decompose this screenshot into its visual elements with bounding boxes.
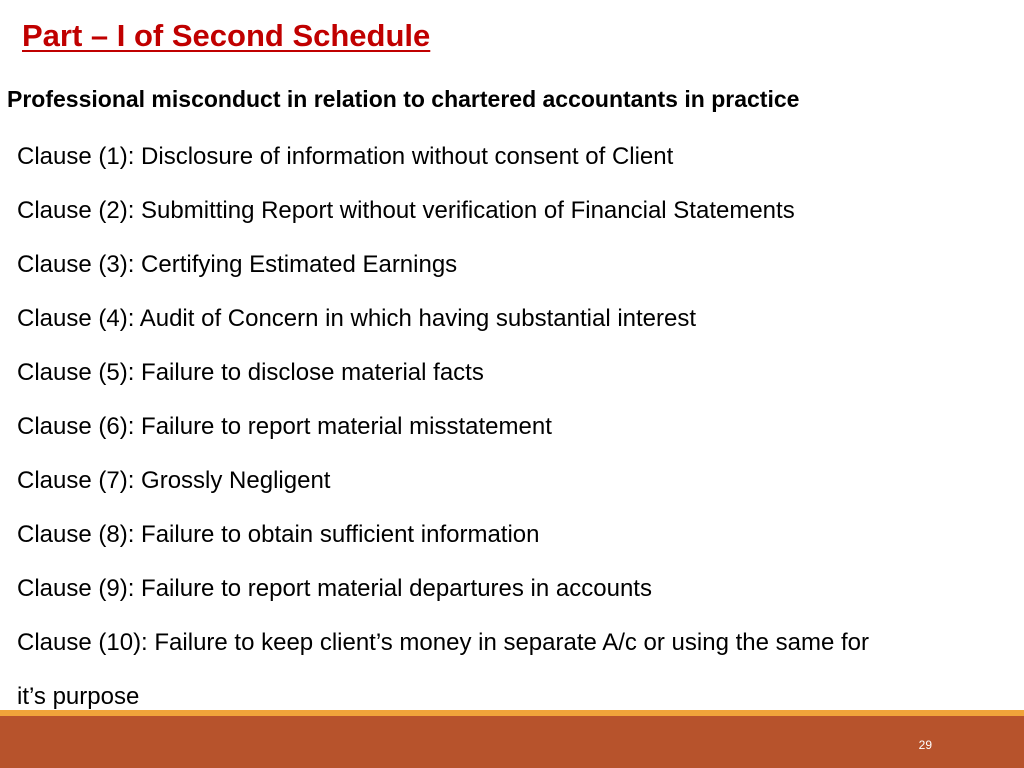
- clause-7: Clause (7): Grossly Negligent: [17, 467, 331, 494]
- clause-9: Clause (9): Failure to report material departures in accounts: [17, 575, 652, 602]
- clause-3: Clause (3): Certifying Estimated Earnings: [17, 251, 458, 278]
- page-number: 29: [918, 738, 932, 752]
- clause-1: Clause (1): Disclosure of information without consent of Client: [17, 143, 674, 170]
- clause-2: Clause (2): Submitting Report without verification of Financial Statements: [17, 197, 795, 224]
- clause-8: Clause (8): Failure to obtain sufficient information: [17, 521, 540, 548]
- slide-subtitle: Professional misconduct in relation to chartered accountants in practice: [7, 86, 800, 112]
- footer-bar: [0, 716, 1024, 768]
- clause-10: Clause (10): Failure to keep client’s money in separate A/c or using the same for: [17, 629, 869, 656]
- clause-6: Clause (6): Failure to report material misstatement: [17, 413, 552, 440]
- clause-4: Clause (4): Audit of Concern in which having substantial interest: [17, 305, 697, 332]
- clause-list: [17, 130, 1017, 724]
- clause-10-continued: it’s purpose: [17, 683, 140, 710]
- clause-5: Clause (5): Failure to disclose material facts: [17, 359, 484, 386]
- slide-title: Part – I of Second Schedule: [22, 18, 431, 53]
